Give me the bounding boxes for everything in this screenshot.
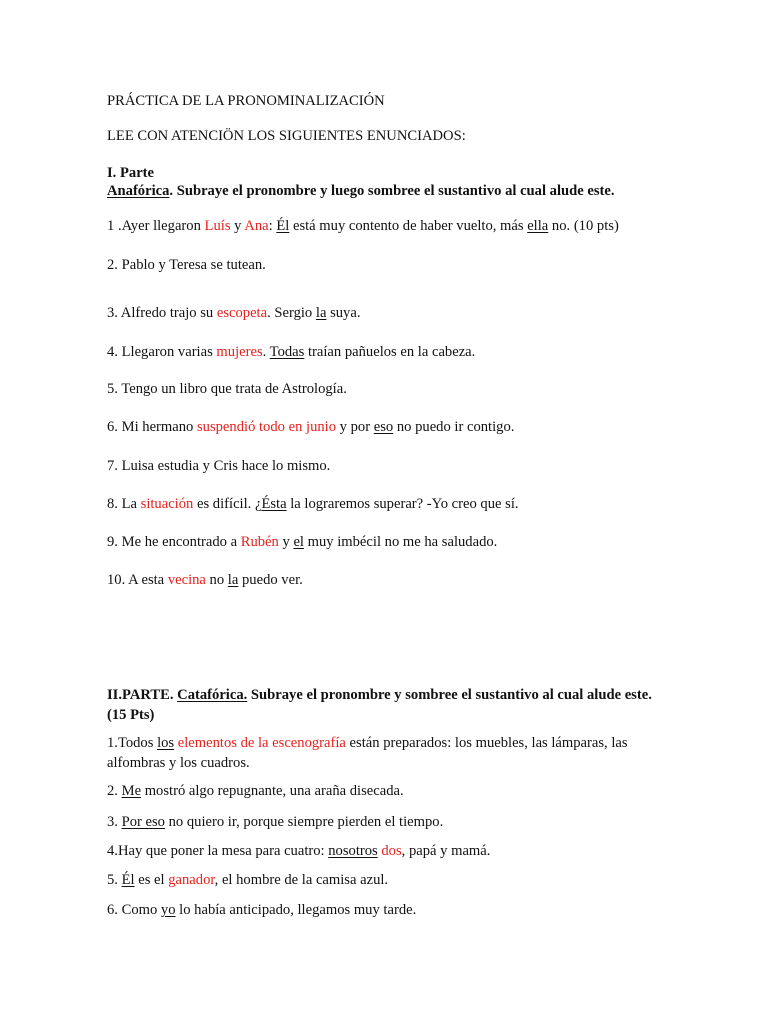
instruction-text: LEE CON ATENCIÖN LOS SIGUIENTES ENUNCIADOS: <box>107 128 466 144</box>
item-text: 9. Me he encontrado a <box>107 534 241 550</box>
exercise-item <box>107 256 266 274</box>
item-text: y <box>278 534 294 550</box>
page-title: PRÁCTICA DE LA PRONOMINALIZACIÓN <box>107 93 385 109</box>
item-text: traían pañuelos en la cabeza. <box>304 344 476 360</box>
highlighted-noun: escopeta <box>216 305 268 321</box>
underlined-pronoun: ella <box>527 218 549 234</box>
highlighted-noun: dos <box>381 843 402 859</box>
item-text: no puedo ir contigo. <box>393 419 515 435</box>
item-text: . <box>262 344 270 360</box>
exercise-item <box>107 343 475 361</box>
underlined-pronoun: yo <box>160 902 176 918</box>
underlined-pronoun: Ésta <box>261 496 287 512</box>
underlined-pronoun: la <box>227 572 239 588</box>
highlighted-noun: vecina <box>167 572 206 588</box>
underlined-pronoun: Él <box>121 872 135 888</box>
item-text: es difícil. ¿ <box>193 496 262 512</box>
item-text: y por <box>336 419 374 435</box>
item-text: está muy contento de haber vuelto, más <box>289 218 528 234</box>
item-text: 1 .Ayer llegaron <box>107 218 205 234</box>
underlined-pronoun: Me <box>121 783 142 799</box>
underlined-pronoun: Todas <box>269 344 305 360</box>
underlined-pronoun: los <box>157 735 175 751</box>
exercise-item <box>107 871 388 889</box>
item-text: 5. <box>107 872 122 888</box>
part1-heading: I. Parte <box>107 165 155 181</box>
exercise-item <box>107 533 497 551</box>
exercise-item <box>107 733 652 773</box>
item-text: mostró algo repugnante, una araña disecada. <box>141 783 404 799</box>
underlined-pronoun: eso <box>373 419 394 435</box>
part2-heading <box>107 685 652 725</box>
part2-heading-text: II.PARTE. <box>107 687 178 703</box>
highlighted-noun: elementos de la escenografía <box>177 735 346 751</box>
item-text: puedo ver. <box>238 572 303 588</box>
highlighted-noun: Rubén <box>240 534 279 550</box>
item-text: suya. <box>326 305 361 321</box>
item-text: y <box>230 218 245 234</box>
item-text: : <box>268 218 277 234</box>
exercise-item <box>107 380 347 398</box>
highlighted-noun: situación <box>140 496 194 512</box>
highlighted-noun: ganador <box>168 872 215 888</box>
exercise-item <box>107 901 416 919</box>
item-text: 5. Tengo un libro que trata de Astrología. <box>107 381 347 397</box>
highlighted-noun: mujeres <box>216 344 263 360</box>
exercise-item <box>107 842 490 860</box>
part1-instruction <box>107 182 615 200</box>
item-text: 4.Hay que poner la mesa para cuatro: <box>107 843 329 859</box>
underlined-pronoun: el <box>293 534 304 550</box>
item-text: 1.Todos <box>107 735 158 751</box>
item-text: 3. <box>107 814 122 830</box>
item-text: no quiero ir, porque siempre pierden el tiempo. <box>164 814 444 830</box>
item-text: es el <box>134 872 169 888</box>
exercise-item <box>107 495 519 513</box>
highlighted-noun: Luís <box>204 218 231 234</box>
item-text: 8. La <box>107 496 141 512</box>
item-text: 4. Llegaron varias <box>107 344 217 360</box>
item-text: no <box>205 572 228 588</box>
underlined-pronoun: la <box>315 305 327 321</box>
item-text: muy imbécil no me ha saludado. <box>303 534 498 550</box>
part1-type-rest: . Subraye el pronombre y luego sombree el sustantivo al cual alude este. <box>169 183 615 199</box>
item-text: , el hombre de la camisa azul. <box>214 872 389 888</box>
exercise-item <box>107 571 303 589</box>
part2-type-label: Catafórica. <box>177 687 248 703</box>
item-text: 2. <box>107 783 122 799</box>
item-text: 7. Luisa estudia y Cris hace lo mismo. <box>107 458 331 474</box>
part1-type-label: Anafórica <box>107 183 170 199</box>
item-text: 6. Como <box>107 902 161 918</box>
item-text: 10. A esta <box>107 572 168 588</box>
underlined-pronoun: Él <box>276 218 290 234</box>
highlighted-noun: Ana <box>244 218 269 234</box>
item-text: están preparados: los muebles, las lámparas, las alfombras y los cuadros. <box>107 735 628 771</box>
exercise-item <box>107 418 514 436</box>
item-text: 6. Mi hermano <box>107 419 197 435</box>
item-text: 2. Pablo y Teresa se tutean. <box>107 257 266 273</box>
highlighted-noun: suspendió todo en junio <box>196 419 337 435</box>
item-text: la lograremos superar? -Yo creo que sí. <box>286 496 519 512</box>
exercise-item <box>107 457 330 475</box>
part2-type-rest: Subraye el pronombre y sombree el sustantivo al cual alude este. (15 Pts) <box>107 687 652 723</box>
exercise-item <box>107 217 619 235</box>
item-text: no. (10 pts) <box>548 218 619 234</box>
exercise-item <box>107 304 361 322</box>
exercise-item <box>107 782 404 800</box>
item-text: . Sergio <box>267 305 316 321</box>
exercise-item <box>107 813 443 831</box>
item-text: lo había anticipado, llegamos muy tarde. <box>175 902 417 918</box>
item-text: 3. Alfredo trajo su <box>107 305 217 321</box>
underlined-pronoun: Por eso <box>121 814 165 830</box>
item-text: , papá y mamá. <box>401 843 491 859</box>
underlined-pronoun: nosotros <box>328 843 378 859</box>
